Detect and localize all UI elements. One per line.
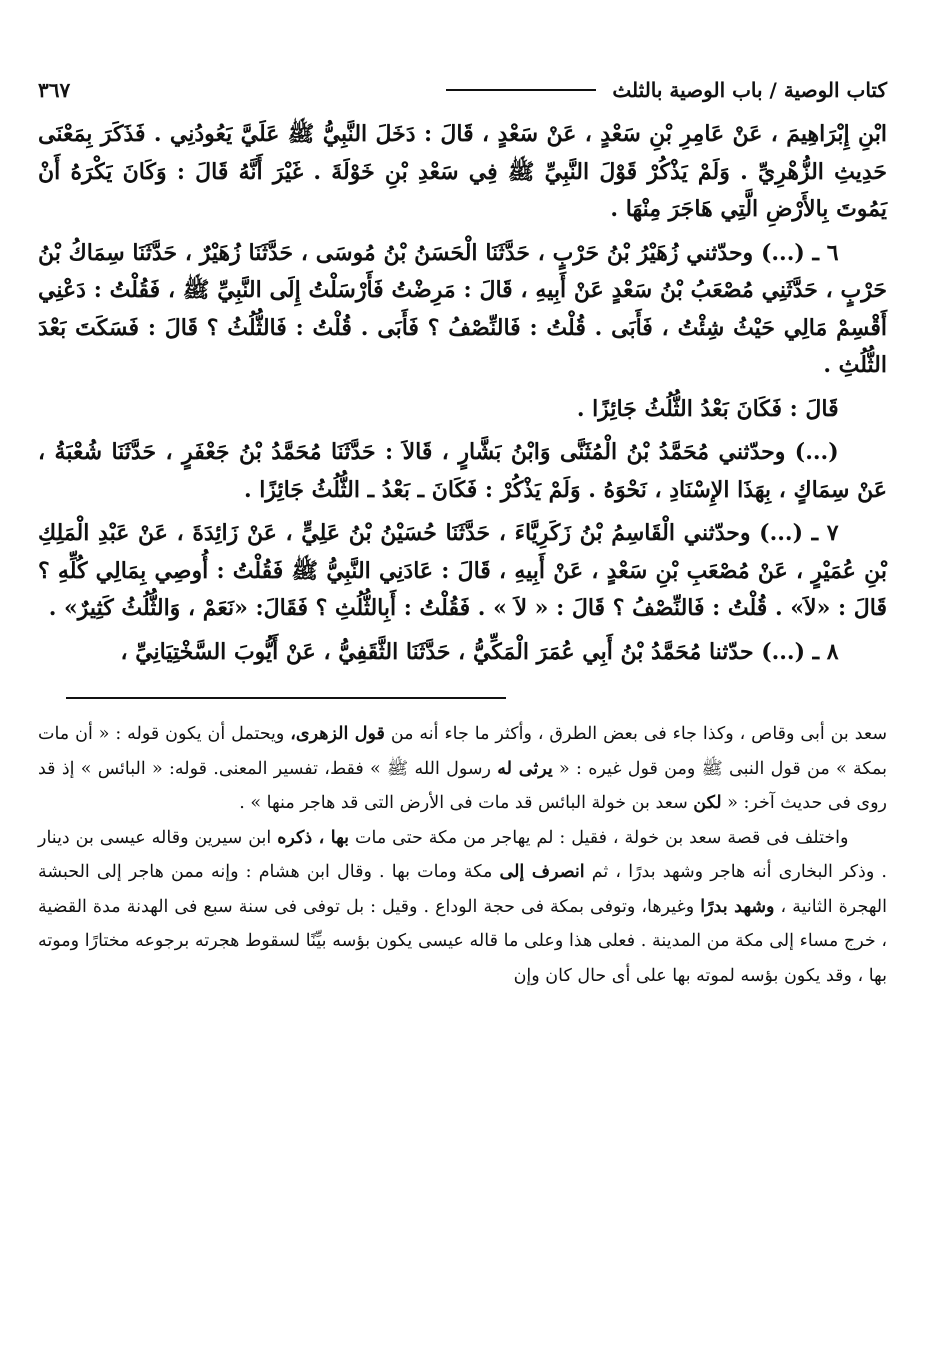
bold-run: لكن <box>693 793 722 813</box>
commentary-paragraph <box>38 821 887 994</box>
paragraph: (...) وحدّثني مُحَمَّدُ بْنُ الْمُثَنَّى وَابْنُ بَشَّارٍ ، قَالاَ : حَدَّثَنَا مُحَمَّدُ بْنُ جَعْفَرٍ ، حَدَّثَنَا شُعْبَةُ ، عَنْ سِمَاكٍ ، بِهَذَا الإِسْنَادِ ، نَحْوَهُ . وَلَمْ يَذْكُرْ : فَكَانَ ـ بَعْدُ ـ الثُّلُثُ جَائِزًا . <box>38 439 887 503</box>
text-run: ويحتمل أن يكون قوله : « أن مات بمكة » من قول النبى ﷺ ومن قول غيره : « <box>38 724 888 779</box>
page-number: ٣٦٧ <box>38 78 71 102</box>
paragraph: ٦ ـ (...) وحدّثني زُهَيْرُ بْنُ حَرْبٍ ، حَدَّثَنَا الْحَسَنُ بْنُ مُوسَى ، حَدَّثَنَا زُهَيْرٌ ، حَدَّثَنَا سِمَاكُ بْنُ حَرْبٍ ، حَدَّثَنِي مُصْعَبُ بْنُ سَعْدٍ عَنْ أَبِيهِ ، قَالَ : مَرِضْتُ فَأَرْسَلْتُ إِلَى النَّبِيِّ ﷺ ، فَقُلْتُ : دَعْنِي أَقْسِمْ مَالِي حَيْثُ شِئْتُ ، فَأَبَى . قُلْتُ : فَالنِّصْفُ ؟ فَأَبَى . قُلْتُ : فَالثُّلُثُ ؟ قَالَ : فَسَكَتَ بَعْدَ الثُّلُثِ . <box>38 239 887 378</box>
running-head <box>38 72 887 108</box>
bold-run: انصرف إلى <box>499 862 585 882</box>
bold-run: بها ، ذكره <box>277 827 350 848</box>
hadith-text <box>38 116 887 671</box>
text-run: سعد بن خولة البائس قد مات فى الأرض التى قد هاجر منها » . <box>239 793 694 813</box>
text-run: واختلف فى قصة سعد بن خولة ، فقيل : لم يهاجر من مكة حتى مات <box>349 827 849 848</box>
commentary-paragraph <box>38 717 887 821</box>
text-run: ابن سيرين وقاله عيسى بن دينار . وذكر البخارى أنه هاجر وشهد بدرًا ، ثم <box>38 827 887 882</box>
header-rule <box>446 89 596 91</box>
paragraph: قَالَ : فَكَانَ بَعْدُ الثُّلُثُ جَائِزًا . <box>576 395 839 422</box>
paragraph: ابْنِ إِبْرَاهِيمَ ، عَنْ عَامِرِ بْنِ سَعْدٍ ، عَنْ سَعْدٍ ، قَالَ : دَخَلَ النَّبِيُّ ﷺ عَلَيَّ يَعُودُنِي . فَذَكَرَ بِمَعْنَى حَدِيثِ الزُّهْرِيِّ . وَلَمْ يَذْكُرْ قَوْلَ النَّبِيِّ ﷺ فِي سَعْدِ بْنِ خَوْلَةَ . غَيْرَ أَنَّهُ قَالَ : وَكَانَ يَكْرَهُ أَنْ يَمُوتَ بِالأَرْضِ الَّتِي هَاجَرَ مِنْهَا . <box>38 121 887 222</box>
text-run: وغيرها، وتوفى بمكة فى حجة الوداع . وقيل : بل توفى فى سنة سبع فى الهدنة مدة القضية ، خرج مساء إلى مكة من المدينة . فعلى هذا وعلى ما قاله عيسى يكون بؤسه بيِّنًا لسقوط هجرته برجوعه مختارًا وموته بها ، وقد يكون بؤسه لموته بها على أى حال كان وإن <box>38 896 887 986</box>
bold-run: قول الزهرى، <box>290 724 385 744</box>
chapter-title: كتاب الوصية / باب الوصية بالثلث <box>612 78 887 102</box>
footnote-divider <box>66 697 506 699</box>
text-run: سعد بن أبى وقاص ، وكذا جاء فى بعض الطرق ، وأكثر ما جاء أنه من <box>384 724 887 744</box>
paragraph: ٨ ـ (...) حدّثنا مُحَمَّدُ بْنُ أَبِي عُمَرَ الْمَكِّيُّ ، حَدَّثَنَا الثَّقَفِيُّ ، عَنْ أَيُّوبَ السَّخْتِيَانِيِّ ، <box>120 638 839 665</box>
bold-run: وشهد بدرًا <box>700 896 775 917</box>
text-run: رسول الله ﷺ » فقط، تفسير المعنى. قوله: « البائس » إذ قد روى فى حديث آخر: « <box>38 758 887 813</box>
text-run: مكة ومات بها . وقال ابن هشام : وإنه ممن هاجر إلى الحبشة الهجرة الثانية ، <box>38 862 888 917</box>
commentary <box>38 717 887 993</box>
paragraph: ٧ ـ (...) وحدّثني الْقَاسِمُ بْنُ زَكَرِيَّاءَ ، حَدَّثَنَا حُسَيْنُ بْنُ عَلِيٍّ ، عَنْ زَائِدَةَ ، عَنْ عَبْدِ الْمَلِكِ بْنِ عُمَيْرٍ ، عَنْ مُصْعَبِ بْنِ سَعْدٍ ، عَنْ أَبِيهِ ، قَالَ : عَادَنِي النَّبِيُّ ﷺ فَقُلْتُ : أُوصِي بِمَالِي كُلِّهِ ؟ قَالَ : «لاَ» . قُلْتُ : فَالنِّصْفُ ؟ قَالَ : « لاَ » . فَقُلْتُ : أَبِالثُّلُثِ ؟ فَقَالَ: «نَعَمْ ، وَالثُّلُثُ كَثِيرٌ» . <box>38 520 887 621</box>
bold-run: يرثى له <box>497 758 553 779</box>
